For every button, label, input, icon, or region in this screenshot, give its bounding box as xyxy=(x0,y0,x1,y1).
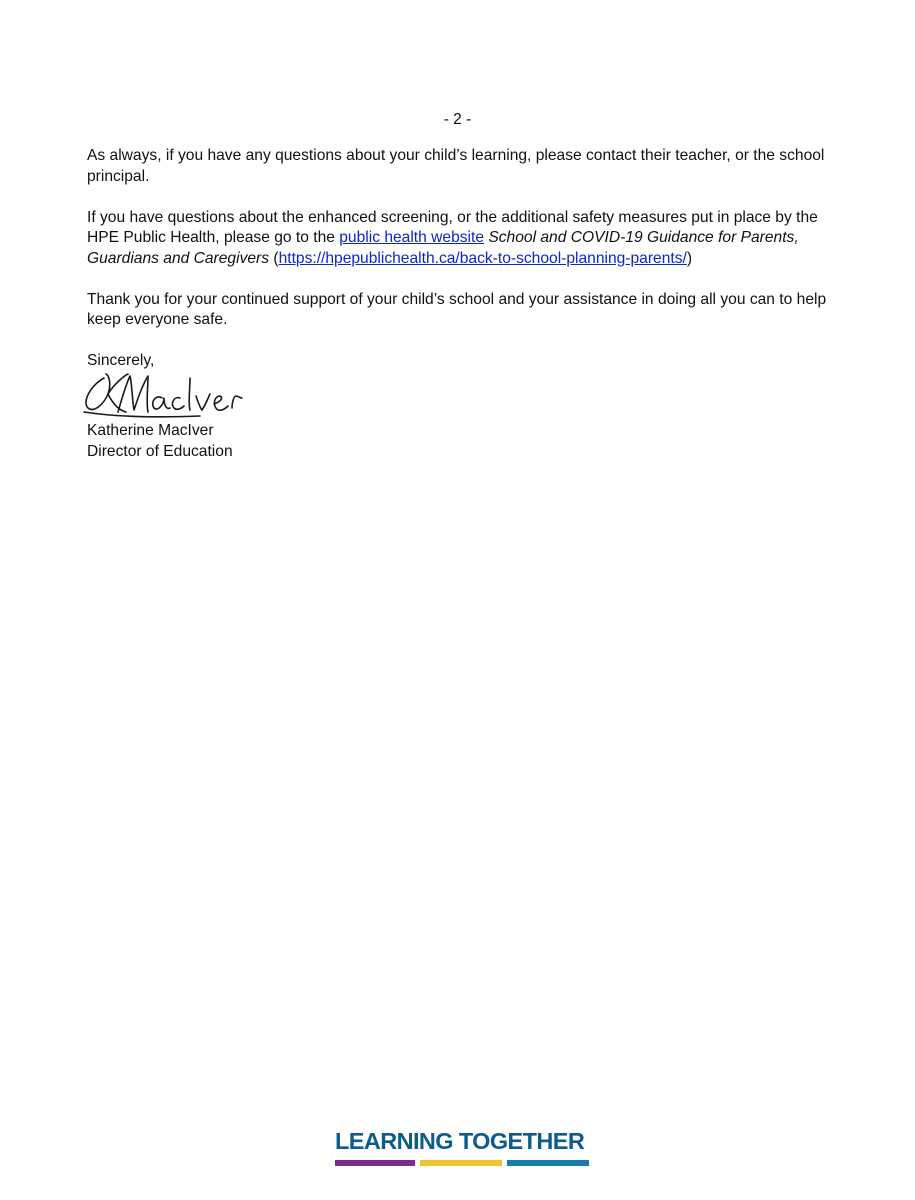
letter-body xyxy=(87,146,847,372)
blue-bar xyxy=(507,1160,589,1166)
signer-block xyxy=(87,421,233,462)
open-paren: ( xyxy=(269,249,279,267)
paragraph-screening xyxy=(87,208,847,270)
handwritten-signature xyxy=(80,368,250,426)
purple-bar xyxy=(335,1160,415,1166)
public-health-website-link[interactable]: public health website xyxy=(339,229,485,246)
guidance-url-link[interactable]: https://hpepublichealth.ca/back-to-school-planning-parents/ xyxy=(278,249,687,267)
signer-title: Director of Education xyxy=(87,442,233,460)
paragraph-thanks: Thank you for your continued support of your child’s school and your assistance in doing all you can to help keep everyone safe. xyxy=(87,290,827,328)
paragraph-screening-text: If you have questions about the enhanced screening, or the additional safety measures put in place by the HPE Public Health, please go to the xyxy=(87,208,818,246)
closing-salutation: Sincerely, xyxy=(87,352,155,369)
logo-color-bars xyxy=(335,1160,590,1166)
paragraph-questions: As always, if you have any questions about your child’s learning, please contact their teacher, or the school principal. xyxy=(87,147,825,185)
logo-text: LEARNING TOGETHER xyxy=(335,1128,585,1154)
guidance-title: School and COVID-19 Guidance for Parents, Guardians and Caregivers xyxy=(87,229,799,267)
yellow-bar xyxy=(420,1160,502,1166)
close-paren: ) xyxy=(686,249,693,267)
learning-together-logo xyxy=(335,1127,590,1166)
page-number: - 2 - xyxy=(443,111,472,128)
signer-name: Katherine MacIver xyxy=(87,422,214,439)
